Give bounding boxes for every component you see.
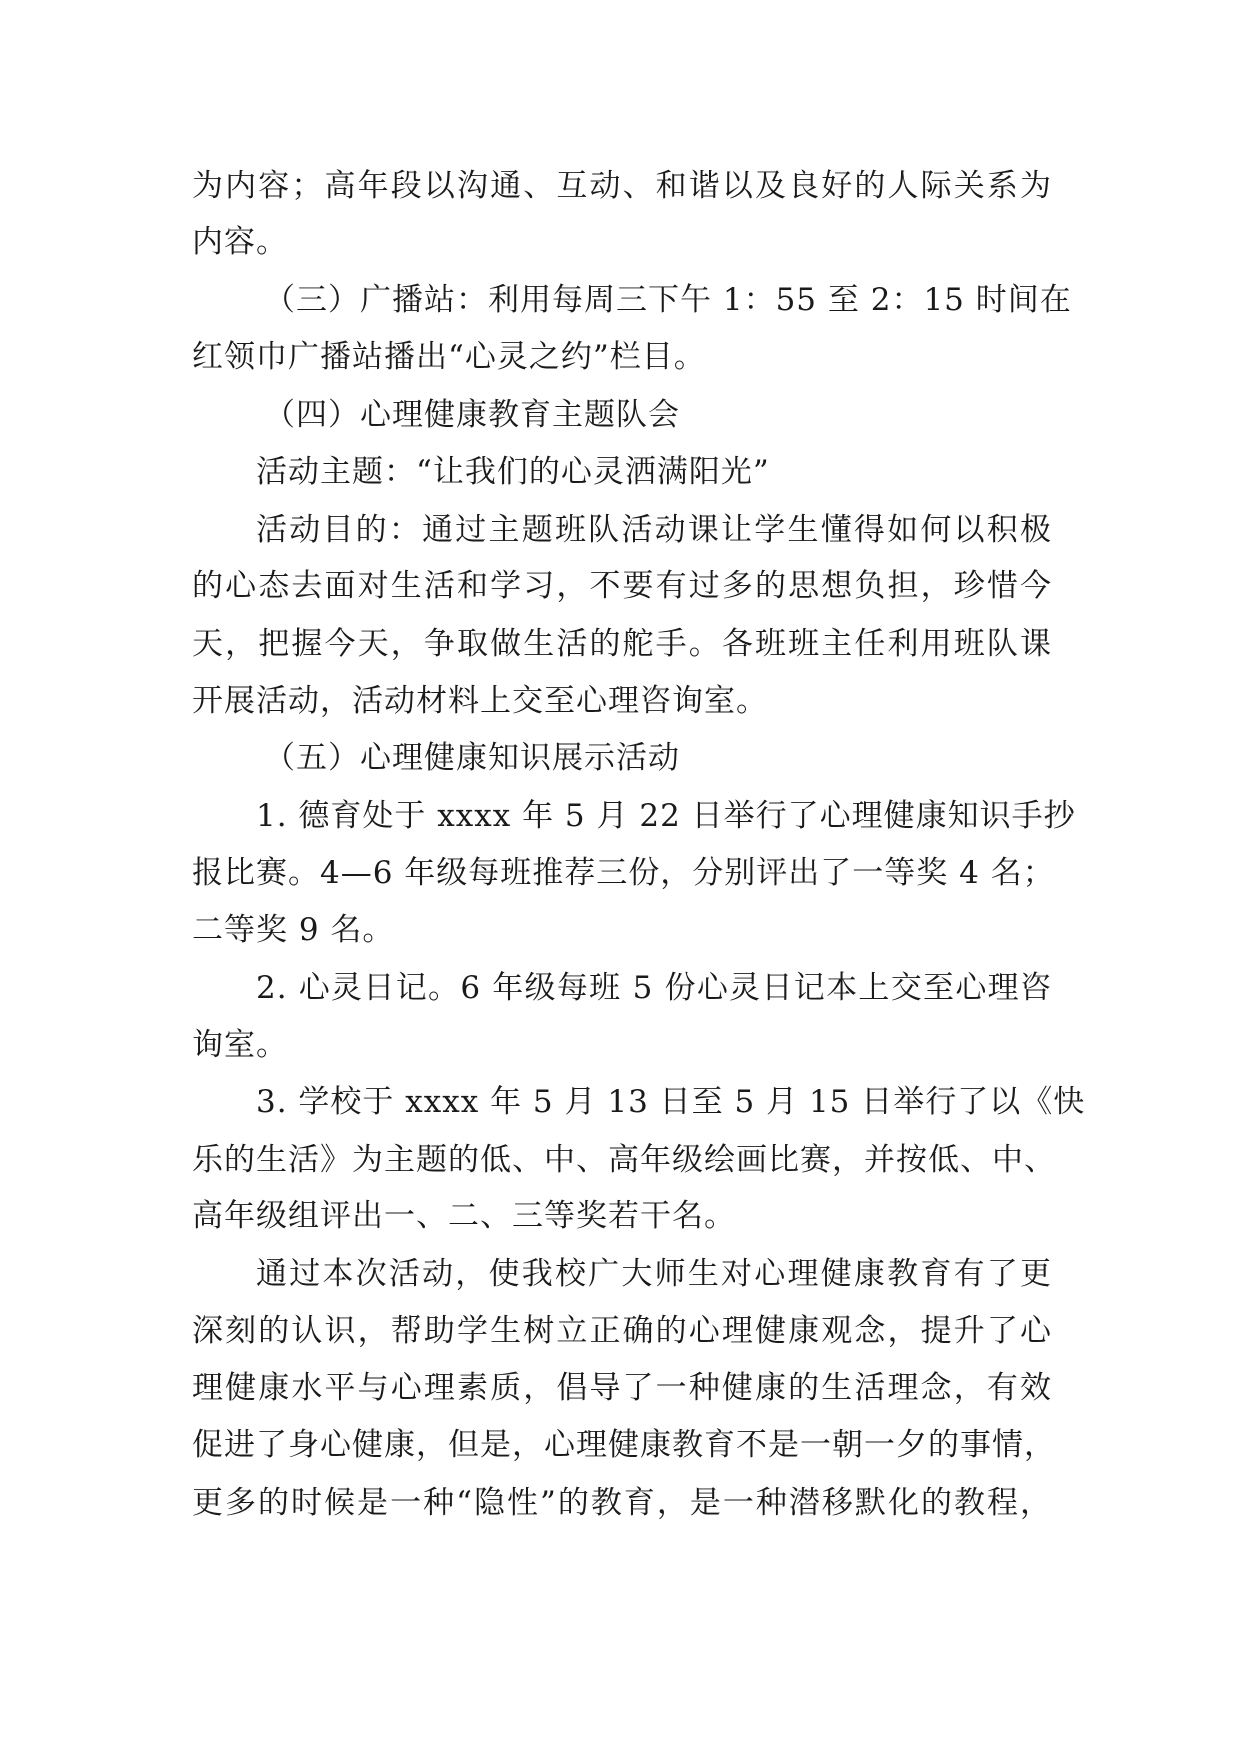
text-line: 为内容；高年段以沟通、互动、和谐以及良好的人际关系为 [192, 168, 1052, 204]
text-line: 更多的时候是一种“隐性”的教育，是一种潜移默化的教程， [192, 1485, 1052, 1521]
text-line: 促进了身心健康，但是，心理健康教育不是一朝一夕的事情， [192, 1427, 1056, 1463]
text-line: 二等奖 9 名。 [192, 912, 395, 948]
text-line: 深刻的认识，帮助学生树立正确的心理健康观念，提升了心 [192, 1313, 1052, 1349]
text-line: 活动主题：“让我们的心灵洒满阳光” [256, 454, 770, 490]
text-line: 开展活动，活动材料上交至心理咨询室。 [192, 683, 768, 719]
text-line: 3. 学校于 xxxx 年 5 月 13 日至 5 月 15 日举行了以《快 [256, 1084, 1086, 1120]
text-line: 内容。 [192, 224, 288, 260]
text-line: 1. 德育处于 xxxx 年 5 月 22 日举行了心理健康知识手抄 [256, 798, 1076, 834]
text-line: 询室。 [192, 1027, 288, 1063]
text-line: （四）心理健康教育主题队会 [264, 397, 680, 433]
text-line: （五）心理健康知识展示活动 [264, 740, 680, 776]
text-line: 理健康水平与心理素质，倡导了一种健康的生活理念，有效 [192, 1370, 1052, 1406]
text-line: 活动目的：通过主题班队活动课让学生懂得如何以积极 [256, 512, 1052, 548]
text-line: 红领巾广播站播出“心灵之约”栏目。 [192, 339, 706, 375]
text-line: 乐的生活》为主题的低、中、高年级绘画比赛，并按低、中、 [192, 1142, 1056, 1178]
text-line: 天，把握今天，争取做生活的舵手。各班班主任利用班队课 [192, 626, 1052, 662]
text-line: 2. 心灵日记。6 年级每班 5 份心灵日记本上交至心理咨 [256, 970, 1052, 1006]
text-line: 的心态去面对生活和学习，不要有过多的思想负担，珍惜今 [192, 568, 1052, 604]
text-line: （三）广播站：利用每周三下午 1：55 至 2：15 时间在 [264, 282, 1072, 318]
text-line: 高年级组评出一、二、三等奖若干名。 [192, 1198, 736, 1234]
text-line: 通过本次活动，使我校广大师生对心理健康教育有了更 [256, 1256, 1052, 1292]
text-line: 报比赛。4—6 年级每班推荐三份，分别评出了一等奖 4 名； [192, 855, 1055, 891]
